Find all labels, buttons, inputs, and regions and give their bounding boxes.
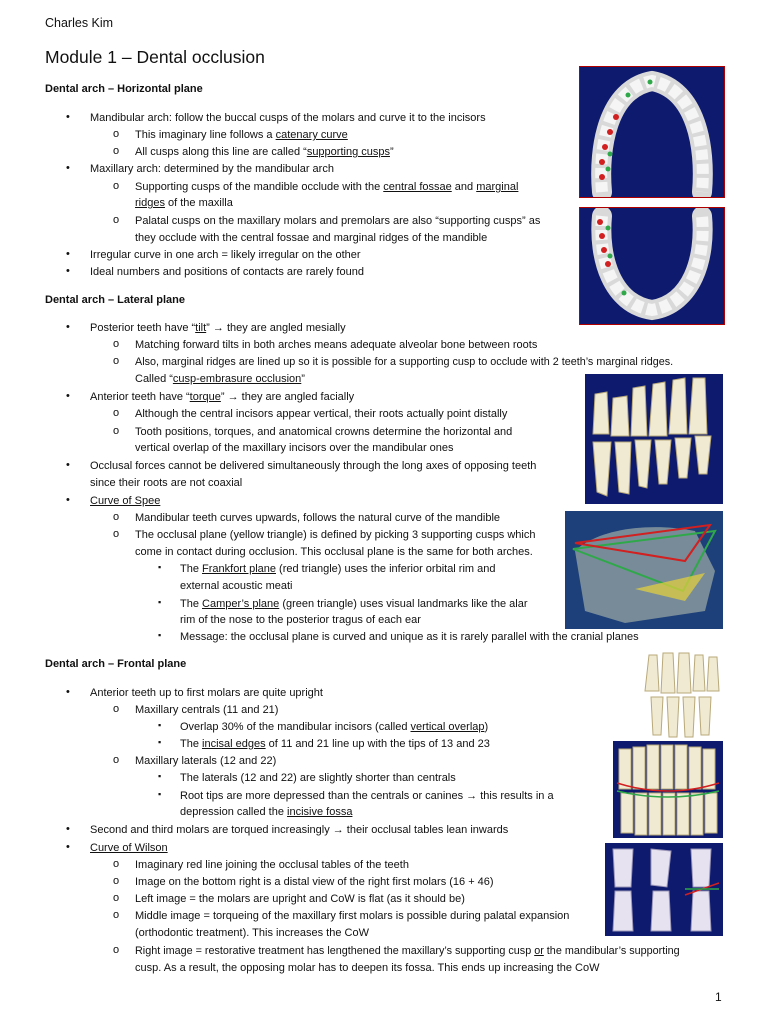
text-line: they occlude with the central fossae and marginal ridges of the mandible [135, 232, 488, 244]
bullet-square: ▪ [158, 562, 162, 572]
text-line: external acoustic meati [180, 580, 293, 592]
bullet-circle: o [113, 145, 120, 157]
text-line: This imaginary line follows a catenary curve [135, 129, 348, 141]
bullet-circle: o [113, 128, 120, 140]
text-line: Maxillary centrals (11 and 21) [135, 704, 279, 716]
text-line: (orthodontic treatment). This increases the CoW [135, 927, 369, 939]
text-line: Right image = restorative treatment has lengthened the maxillary’s supporting cusp or the mandibular’s supporting [135, 945, 680, 957]
bullet-square: ▪ [158, 789, 162, 799]
text-line: Image on the bottom right is a distal view of the right first molars (16 + 46) [135, 876, 494, 888]
bullet-disc: • [66, 823, 70, 835]
bullet-square: ▪ [158, 720, 162, 730]
text-line: Tooth positions, torques, and anatomical crowns determine the horizontal and [135, 426, 513, 438]
text-line: since their roots are not coaxial [90, 477, 243, 489]
text-line: Left image = the molars are upright and CoW is flat (as it should be) [135, 893, 465, 905]
text-line: Anterior teeth have “torque” → they are angled facially [90, 391, 355, 403]
text-line: Mandibular arch: follow the buccal cusps of the molars and curve it to the incisors [90, 112, 486, 124]
text-line: The laterals (12 and 22) are slightly shorter than centrals [180, 772, 456, 784]
page-title: Module 1 – Dental occlusion [45, 47, 265, 67]
text-line: Message: the occlusal plane is curved and unique as it is rarely parallel with the cranial planes [180, 631, 639, 643]
frontal-incisors-figure [641, 651, 723, 739]
maxillary-arch-figure [579, 66, 725, 198]
text-line: Occlusal forces cannot be delivered simultaneously through the long axes of opposing teeth [90, 460, 537, 472]
author-name: Charles Kim [45, 16, 114, 30]
text-line: Middle image = torqueing of the maxillary first molars is possible during palatal expansion [135, 910, 570, 922]
section-heading-horizontal: Dental arch – Horizontal plane [45, 83, 203, 95]
bullet-disc: • [66, 494, 70, 506]
text-line: rim of the nose to the posterior tragus of each ear [180, 614, 421, 626]
subheading-curve-of-wilson: Curve of Wilson [90, 842, 168, 854]
text-line: Imaginary red line joining the occlusal tables of the teeth [135, 859, 409, 871]
text-line: All cusps along this line are called “supporting cusps” [135, 146, 394, 158]
text-line: Palatal cusps on the maxillary molars and premolars are also “supporting cusps” as [135, 215, 541, 227]
text-line: Overlap 30% of the mandibular incisors (called vertical overlap) [180, 721, 489, 733]
frontal-arch-figure [613, 741, 723, 838]
bullet-circle: o [113, 180, 120, 192]
section-heading-lateral: Dental arch – Lateral plane [45, 294, 185, 306]
skull-occlusal-planes-figure [565, 511, 723, 629]
text-line: depression called the incisive fossa [180, 806, 353, 818]
bullet-circle: o [113, 858, 120, 870]
bullet-square: ▪ [158, 597, 162, 607]
text-line: come in contact during occlusion. This occlusal plane is the same for both arches. [135, 546, 533, 558]
mandibular-arch-figure [579, 207, 725, 325]
text-line: The Frankfort plane (red triangle) uses the inferior orbital rim and [180, 563, 496, 575]
lateral-teeth-figure [585, 374, 723, 504]
bullet-square: ▪ [158, 771, 162, 781]
text-line: Ideal numbers and positions of contacts are rarely found [90, 266, 364, 278]
bullet-circle: o [113, 511, 120, 523]
text-line: Second and third molars are torqued increasingly → their occlusal tables lean inwards [90, 824, 509, 836]
bullet-circle: o [113, 754, 120, 766]
bullet-circle: o [113, 528, 120, 540]
bullet-disc: • [66, 248, 70, 260]
text-line: Although the central incisors appear vertical, their roots actually point distally [135, 408, 508, 420]
bullet-circle: o [113, 425, 120, 437]
bullet-disc: • [66, 390, 70, 402]
bullet-circle: o [113, 407, 120, 419]
bullet-disc: • [66, 321, 70, 333]
text-line: The Camper’s plane (green triangle) uses visual landmarks like the alar [180, 598, 528, 610]
text-line: ridges of the maxilla [135, 197, 233, 209]
text-line: Anterior teeth up to first molars are quite upright [90, 687, 323, 699]
bullet-circle: o [113, 703, 120, 715]
bullet-disc: • [66, 265, 70, 277]
text-line: Posterior teeth have “tilt” → they are angled mesially [90, 322, 346, 334]
bullet-circle: o [113, 875, 120, 887]
text-line: Root tips are more depressed than the centrals or canines → this results in a [180, 790, 554, 802]
bullet-square: ▪ [158, 630, 162, 640]
text-line: Supporting cusps of the mandible occlude with the central fossae and marginal [135, 181, 519, 193]
text-line: Irregular curve in one arch = likely irregular on the other [90, 249, 361, 261]
bullet-disc: • [66, 686, 70, 698]
text-line: Maxillary arch: determined by the mandibular arch [90, 163, 334, 175]
text-line: cusp. As a result, the opposing molar has to deepen its fossa. This ends up increasing the CoW [135, 962, 600, 974]
section-heading-frontal: Dental arch – Frontal plane [45, 658, 187, 670]
bullet-disc: • [66, 111, 70, 123]
text-line: Matching forward tilts in both arches means adequate alveolar bone between roots [135, 339, 538, 351]
page-number: 1 [715, 990, 722, 1004]
subheading-curve-of-spee: Curve of Spee [90, 495, 161, 507]
bullet-disc: • [66, 459, 70, 471]
text-line: vertical overlap of the maxillary incisors over the mandibular ones [135, 442, 454, 454]
bullet-circle: o [113, 909, 120, 921]
bullet-circle: o [113, 214, 120, 226]
text-line: Mandibular teeth curves upwards, follows the natural curve of the mandible [135, 512, 501, 524]
text-line: The incisal edges of 11 and 21 line up with the tips of 13 and 23 [180, 738, 490, 750]
text-line: The occlusal plane (yellow triangle) is defined by picking 3 supporting cusps which [135, 529, 536, 541]
text-line: Also, marginal ridges are lined up so it is possible for a supporting cusp to occlude with 2 teeth’s marginal ridges. [135, 356, 674, 368]
curve-of-wilson-molars-figure [605, 843, 723, 936]
bullet-disc: • [66, 162, 70, 174]
bullet-circle: o [113, 944, 120, 956]
bullet-square: ▪ [158, 737, 162, 747]
bullet-circle: o [113, 355, 120, 367]
text-line: Called “cusp-embrasure occlusion” [135, 373, 305, 385]
bullet-circle: o [113, 892, 120, 904]
text-line: Maxillary laterals (12 and 22) [135, 755, 277, 767]
bullet-disc: • [66, 841, 70, 853]
bullet-circle: o [113, 338, 120, 350]
